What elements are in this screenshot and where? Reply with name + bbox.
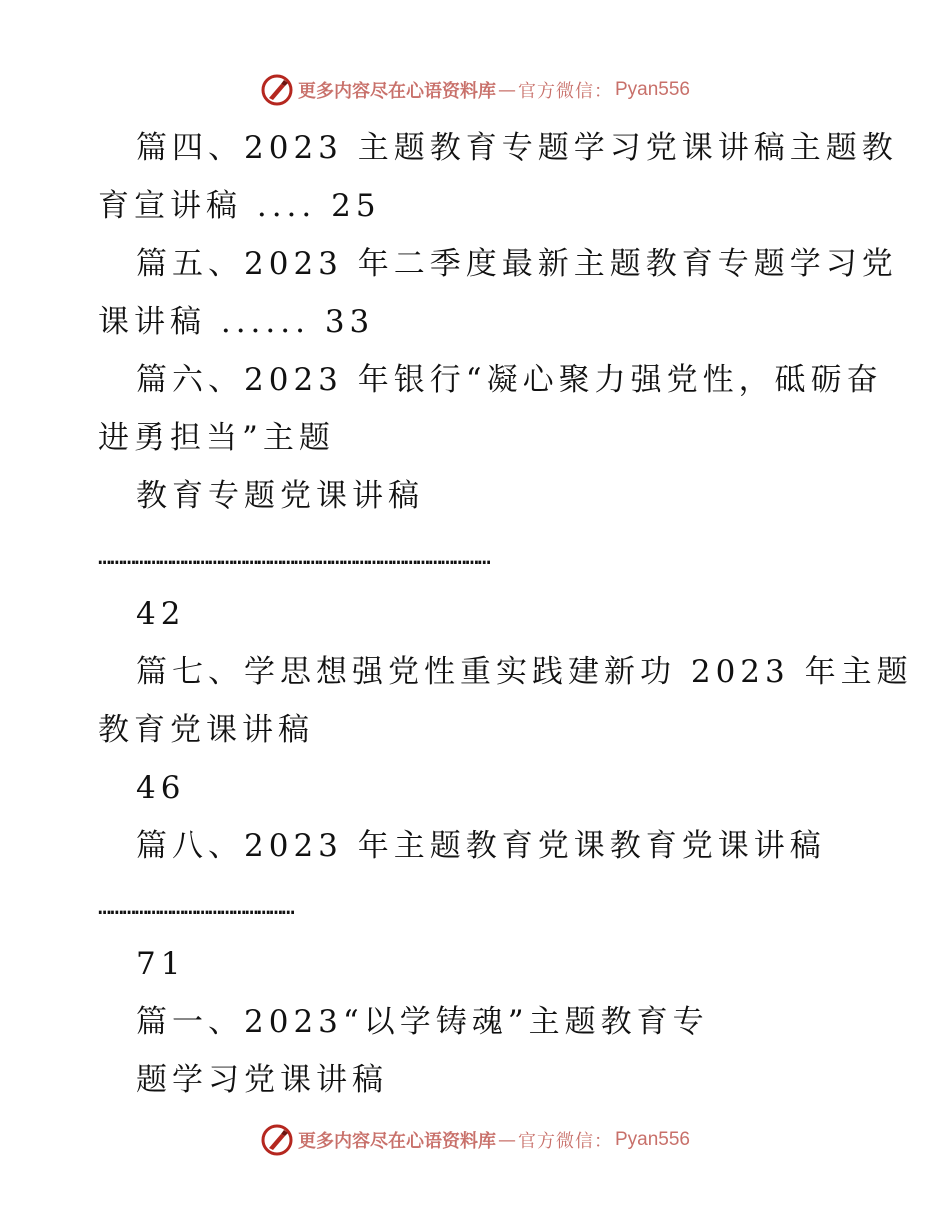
header-watermark	[0, 70, 950, 110]
toc-item-7-page-number: 46	[136, 770, 186, 806]
toc-item-4-line-2: 育宣讲稿 .... 25	[98, 188, 381, 224]
toc-item-6-page-number: 42	[136, 596, 186, 632]
watermark-wechat-id: Pyan556	[614, 79, 690, 100]
toc-item-6-line-2: 进勇担当”主题	[98, 420, 335, 456]
toc-item-5-line-1: 篇五、2023 年二季度最新主题教育专题学习党	[136, 246, 898, 282]
toc-item-8-line-1: 篇八、2023 年主题教育党课教育党课讲稿	[136, 828, 826, 864]
pen-circle-logo-icon	[260, 73, 294, 107]
toc-item-5-line-2: 课讲稿 ...... 33	[98, 304, 375, 340]
toc-item-6-line-1: 篇六、2023 年银行“凝心聚力强党性，砥砺奋	[136, 362, 883, 398]
toc-item-8-page-number: 71	[136, 946, 186, 982]
watermark-dash: —	[497, 1129, 516, 1151]
toc-item-6-leader-dots: ……………………………………………………………………………………	[98, 545, 490, 570]
watermark-main-text: 更多内容尽在心语资料库	[297, 1131, 496, 1152]
toc-item-8-leader-dots: …………………………………………	[98, 895, 294, 920]
toc-item-7-line-2: 教育党课讲稿	[98, 712, 314, 748]
watermark-main-text: 更多内容尽在心语资料库	[297, 81, 496, 102]
toc-item-7-line-1: 篇七、学思想强党性重实践建新功 2023 年主题	[136, 654, 913, 690]
section-1-title-line-2: 题学习党课讲稿	[136, 1062, 388, 1098]
section-1-title-line-1: 篇一、2023“以学铸魂”主题教育专	[136, 1004, 709, 1040]
pen-circle-logo-icon	[260, 1123, 294, 1157]
footer-watermark	[0, 1120, 950, 1160]
toc-item-6-line-3: 教育专题党课讲稿	[136, 478, 424, 514]
watermark-dash: —	[497, 79, 516, 101]
watermark-wechat-id: Pyan556	[614, 1129, 690, 1150]
toc-item-4-line-1: 篇四、2023 主题教育专题学习党课讲稿主题教	[136, 130, 898, 166]
watermark-sub-text: 官方微信：	[517, 1131, 613, 1152]
watermark-sub-text: 官方微信：	[517, 81, 613, 102]
